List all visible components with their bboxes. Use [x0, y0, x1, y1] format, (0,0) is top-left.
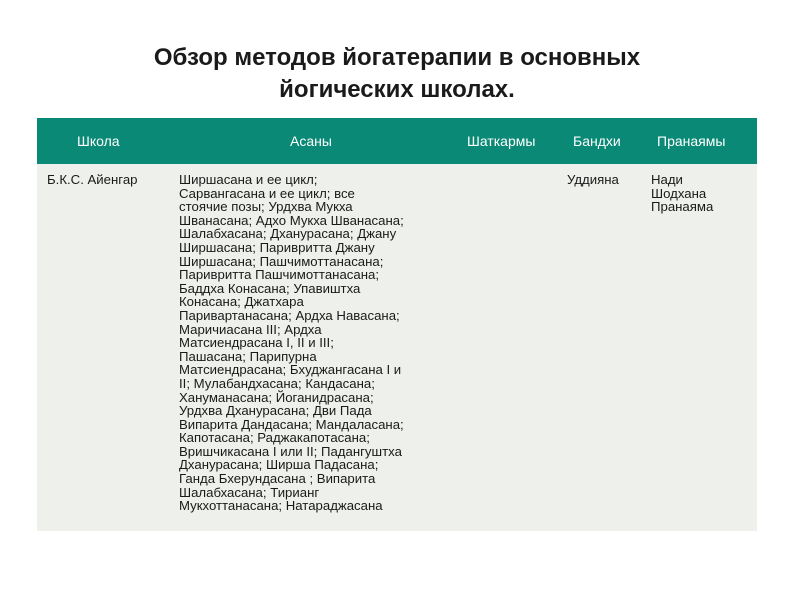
header-bandhi: Бандхи	[573, 133, 621, 149]
header-school: Школа	[77, 133, 120, 149]
table-header-row	[37, 118, 757, 164]
slide-title	[0, 42, 794, 106]
cell-school: Б.К.С. Айенгар	[47, 172, 138, 187]
cell-asanas: Ширшасана и ее цикл; Сарвангасана и ее цикл; все стоячие позы; Урдхва Мукха Шванасана; Адхо Мукха Шванасана; Шалабхасана; Дханурасана; Джану Ширшасана; Паривритта Джану Ширшасана; Пашчимоттанасана; Паривритта Пашчимоттанасана; Баддха Конасана; Упавиштха Конасана; Джатхара Паривартанасана; Ардха Навасана; Маричиасана III; Ардха Матсиендрасана I, II и III; Пашасана; Парипурна Матсиендрасана; Бхуджангасана I и II; Мулабандхасана; Кандасана; Хануманасана; Йоганидрасана; Урдхва Дханурасана; Дви Пада Випарита Дандасана; Мандаласана; Капотасана; Раджакапотасана; Вришчикасана I или II; Падангуштха Дханурасана; Ширша Падасана; Ганда Бхерундасана ; Випарита Шалабхасана; Тирианг Мукхоттанасана; Натараджасана	[179, 172, 404, 514]
header-asanas: Асаны	[290, 133, 332, 149]
yoga-schools-table	[37, 118, 757, 531]
header-shatkarmy: Шаткармы	[467, 133, 536, 149]
slide-title-line-2: йогических школах.	[279, 76, 515, 103]
cell-bandhi: Уддияна	[567, 172, 619, 187]
header-pranayama: Пранаямы	[657, 133, 726, 149]
cell-pranayama: Нади Шодхана Пранаяма	[651, 172, 714, 215]
slide-title-line-1: Обзор методов йогатерапии в основных	[153, 44, 641, 71]
